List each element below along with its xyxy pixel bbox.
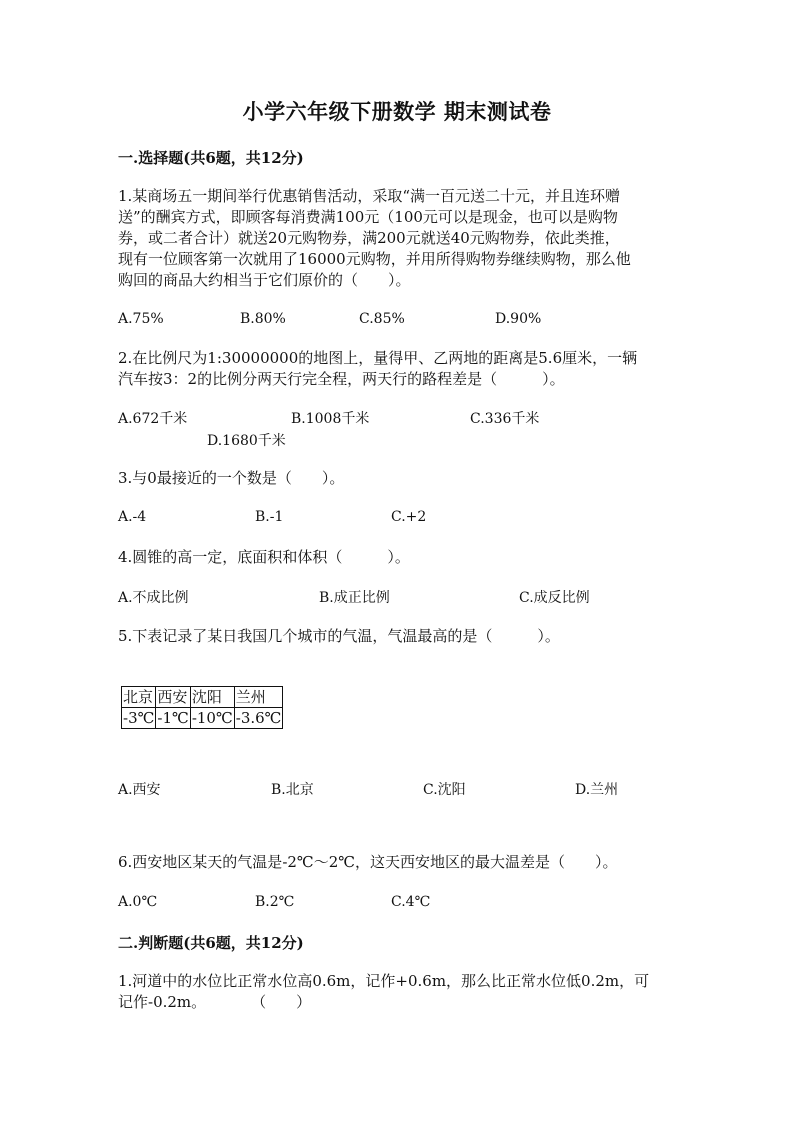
question-line: 购回的商品大约相当于它们原价的（ ）。 xyxy=(118,271,411,289)
option-b: B.1008千米 xyxy=(291,411,370,427)
option-c: C.+2 xyxy=(391,509,427,525)
table-header-row xyxy=(122,687,283,708)
question-line: 5.下表记录了某日我国几个城市的气温，气温最高的是（ ）。 xyxy=(118,627,560,645)
table-cell: -3℃ xyxy=(123,709,155,727)
option-c: C.85% xyxy=(359,311,405,327)
question-5 xyxy=(118,626,678,647)
option-d: D.兰州 xyxy=(575,782,619,798)
question-line: 6.西安地区某天的气温是-2℃～2℃，这天西安地区的最大温差是（ ）。 xyxy=(118,853,618,871)
question-line: 送”的酬宾方式，即顾客每消费满100元（100元可以是现金，也可以是购物 xyxy=(118,208,618,226)
table-header-cell: 兰州 xyxy=(234,687,283,708)
question-line: 4.圆锥的高一定，底面积和体积（ ）。 xyxy=(118,548,410,566)
option-c: C.4℃ xyxy=(391,894,431,910)
option-a: A.75% xyxy=(118,311,164,327)
option-c: C.336千米 xyxy=(470,411,540,427)
option-a: A.0℃ xyxy=(118,894,158,910)
question-3 xyxy=(118,468,678,489)
question-line: 1.河道中的水位比正常水位高0.6m，记作+0.6m，那么比正常水位低0.2m，可 xyxy=(118,972,650,990)
table-cell: -1℃ xyxy=(157,709,189,727)
question-line: 2.在比例尺为1:30000000的地图上，量得甲、乙两地的距离是5.6厘米，一辆 xyxy=(118,349,638,367)
page-title: 小学六年级下册数学 期末测试卷 xyxy=(242,99,552,124)
question-line: 3.与0最接近的一个数是（ ）。 xyxy=(118,469,345,487)
question-6 xyxy=(118,852,678,873)
option-c: C.成反比例 xyxy=(519,590,590,606)
table-cell: -10℃ xyxy=(191,709,233,727)
table-header-cell: 北京 xyxy=(122,687,156,708)
option-a: A.672千米 xyxy=(118,411,188,427)
judgement-question-1 xyxy=(118,971,678,1013)
question-line: 记作-0.2m。 （ ） xyxy=(118,993,312,1011)
option-b: B.成正比例 xyxy=(319,590,390,606)
option-d: D.90% xyxy=(495,311,542,327)
section-heading-judgement: 二.判断题(共6题，共12分) xyxy=(118,934,304,952)
question-line: 汽车按3：2的比例分两天行完全程，两天行的路程差是（ ）。 xyxy=(118,370,565,388)
option-d: D.1680千米 xyxy=(207,433,286,449)
table-cell: -3.6℃ xyxy=(235,709,282,727)
section-heading-choice: 一.选择题(共6题，共12分) xyxy=(118,149,304,167)
option-b: B.2℃ xyxy=(255,894,295,910)
question-2 xyxy=(118,348,678,390)
question-4 xyxy=(118,547,678,568)
option-b: B.北京 xyxy=(271,782,314,798)
question-1 xyxy=(118,186,678,291)
temperature-table xyxy=(121,686,283,729)
table-header-cell: 西安 xyxy=(156,687,190,708)
question-line: 1.某商场五一期间举行优惠销售活动，采取“满一百元送二十元，并且连环赠 xyxy=(118,187,620,205)
option-b: B.-1 xyxy=(255,509,284,525)
option-a: A.不成比例 xyxy=(118,590,189,606)
option-c: C.沈阳 xyxy=(423,782,466,798)
table-header-cell: 沈阳 xyxy=(190,687,234,708)
option-a: A.-4 xyxy=(118,509,147,525)
option-b: B.80% xyxy=(240,311,286,327)
option-a: A.西安 xyxy=(118,782,161,798)
question-line: 券，或二者合计）就送20元购物券，满200元就送40元购物券，依此类推， xyxy=(118,229,620,247)
question-line: 现有一位顾客第一次就用了16000元购物，并用所得购物券继续购物，那么他 xyxy=(118,250,631,268)
table-row xyxy=(122,708,283,729)
